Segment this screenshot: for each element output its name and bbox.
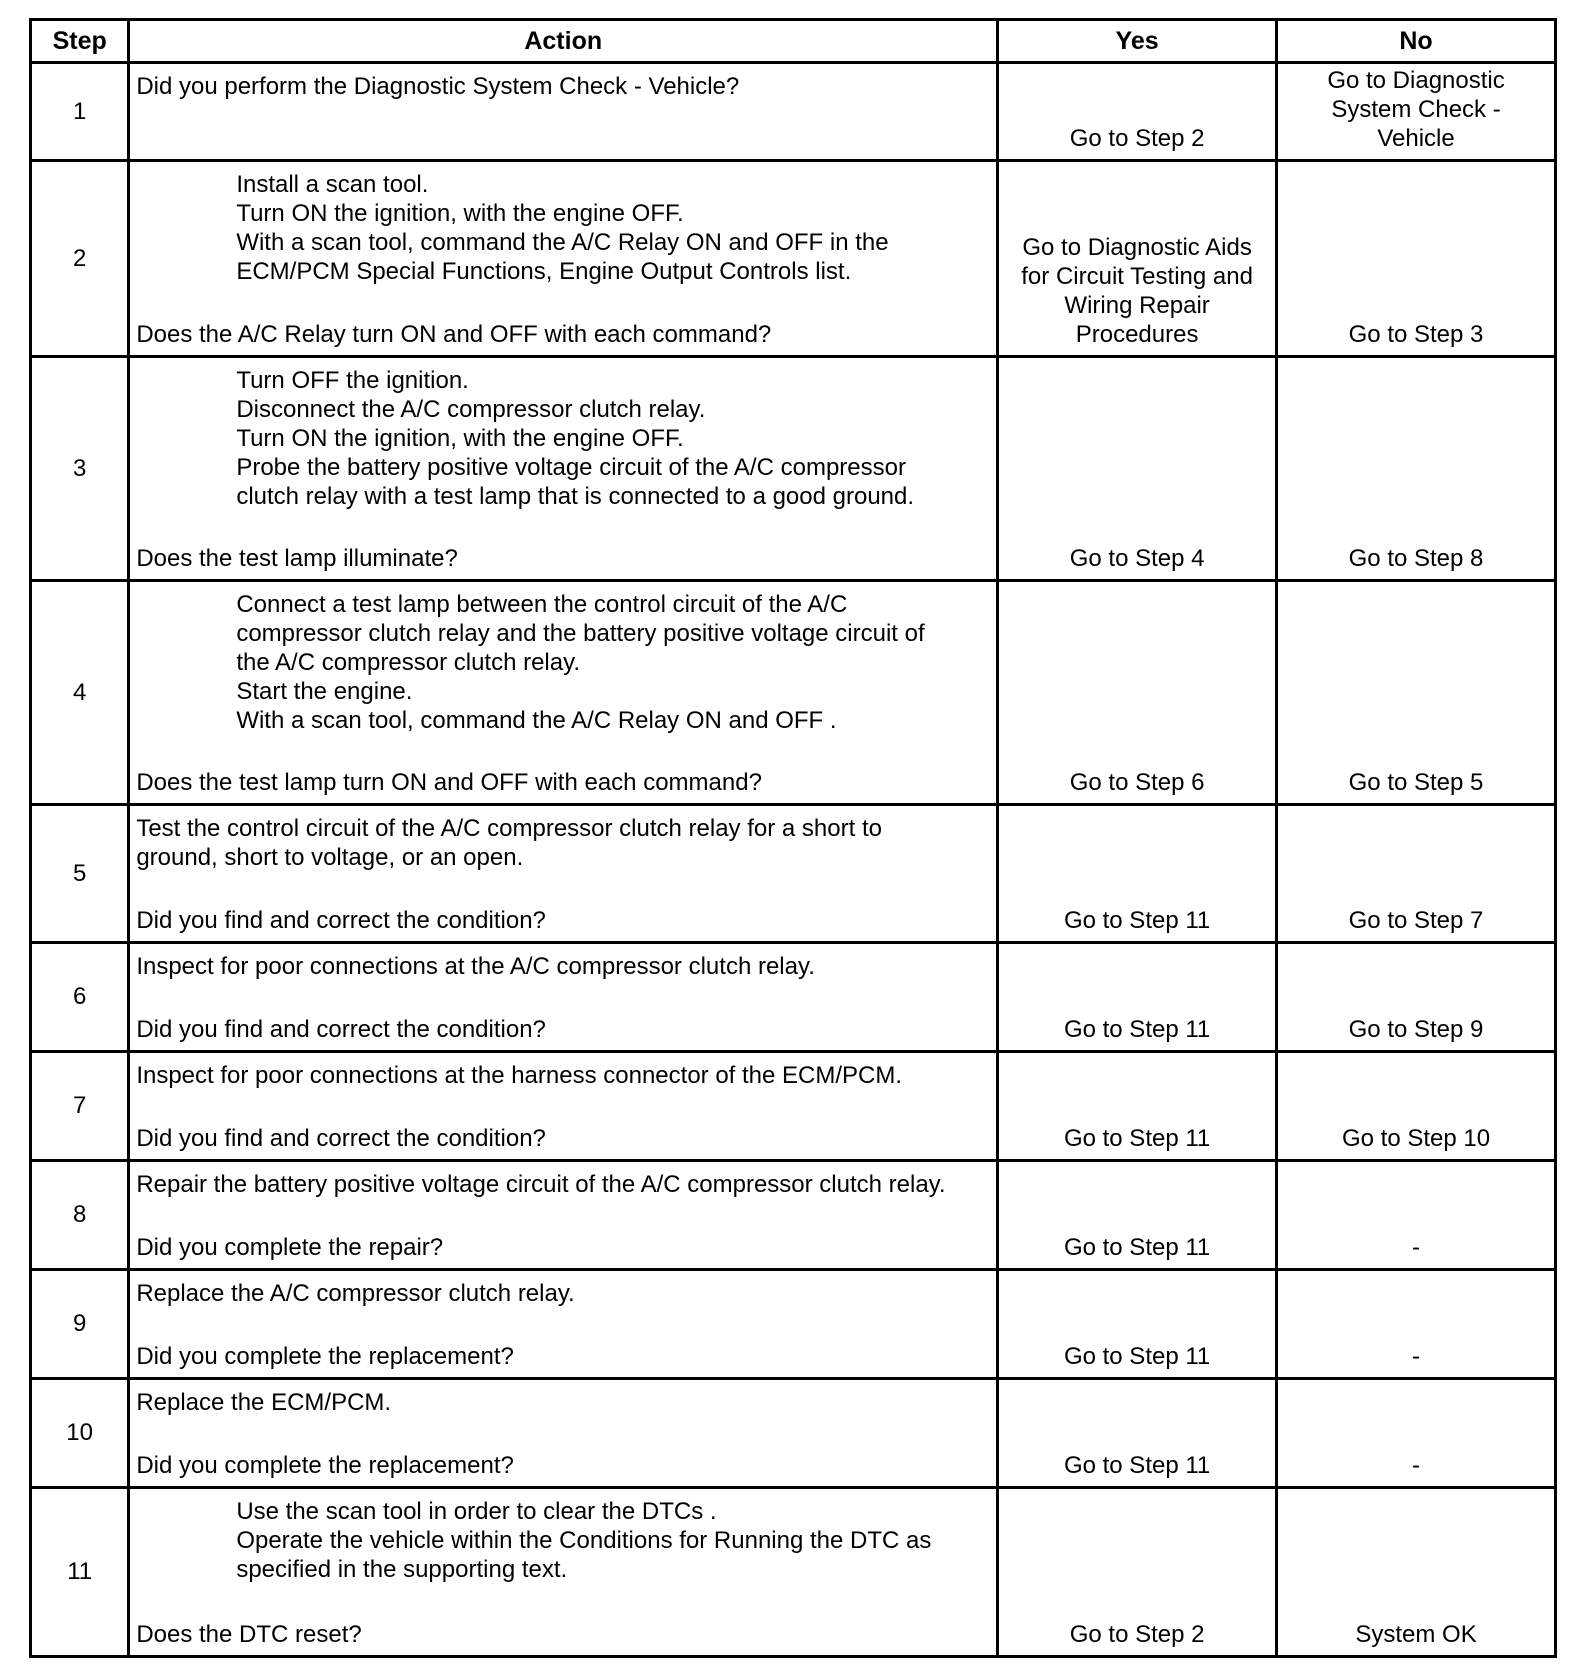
no-cell — [1277, 581, 1556, 805]
table-body — [31, 63, 1556, 1657]
yes-result: Go to Step 4 — [1069, 545, 1205, 572]
action-question: Did you complete the replacement? — [136, 1343, 514, 1370]
yes-cell — [998, 63, 1277, 161]
action-instructions — [130, 64, 996, 101]
action-line: With a scan tool, command the A/C Relay ON and OFF . — [236, 707, 837, 734]
action-line: specified in the supporting text. — [236, 1556, 568, 1583]
yes-result: Go to Step 11 — [1063, 1343, 1211, 1370]
step-number: 10 — [66, 1419, 93, 1446]
action-cell — [129, 1052, 998, 1161]
no-result: Go to Step 3 — [1348, 321, 1484, 348]
yes-cell — [998, 581, 1277, 805]
yes-result: Go to Step 2 — [1069, 125, 1205, 152]
yes-cell — [998, 1488, 1277, 1657]
action-line: Replace the ECM/PCM. — [136, 1389, 392, 1416]
action-line: Start the engine. — [236, 678, 413, 705]
step-number: 11 — [67, 1558, 93, 1585]
yes-result: Go to Step 6 — [1069, 769, 1205, 796]
action-instructions — [130, 1489, 996, 1584]
table-row — [31, 1379, 1556, 1488]
diagnostic-table — [29, 18, 1557, 1658]
action-line: Turn ON the ignition, with the engine OFF. — [236, 425, 684, 452]
yes-result: Go to Diagnostic Aids — [1022, 234, 1252, 261]
header-yes: Yes — [998, 20, 1277, 63]
step-number: 3 — [72, 454, 87, 482]
step-number: 5 — [72, 859, 87, 887]
step-cell — [31, 1379, 129, 1488]
step-number: 1 — [72, 97, 87, 125]
no-result: Go to Step 9 — [1348, 1016, 1484, 1043]
no-result: - — [1412, 1343, 1421, 1370]
action-question: Does the DTC reset? — [136, 1621, 362, 1648]
yes-cell — [998, 943, 1277, 1052]
step-cell — [31, 1052, 129, 1161]
table-row — [31, 63, 1556, 161]
step-cell — [31, 943, 129, 1052]
header-row — [31, 20, 1556, 63]
step-number: 8 — [72, 1201, 87, 1228]
action-question: Did you complete the replacement? — [136, 1452, 514, 1479]
no-result: Vehicle — [1377, 125, 1455, 152]
step-cell — [31, 805, 129, 943]
action-question: Does the A/C Relay turn ON and OFF with each command? — [136, 321, 772, 348]
table-row — [31, 943, 1556, 1052]
table-row — [31, 1488, 1556, 1657]
action-line: Install a scan tool. — [236, 171, 429, 198]
action-cell — [129, 63, 998, 161]
action-line: Replace the A/C compressor clutch relay. — [136, 1280, 575, 1307]
action-line: ground, short to voltage, or an open. — [136, 844, 524, 871]
action-cell — [129, 943, 998, 1052]
action-line: Use the scan tool in order to clear the DTCs . — [236, 1498, 717, 1525]
step-number: 6 — [72, 983, 87, 1010]
step-number: 2 — [72, 244, 87, 272]
step-cell — [31, 1488, 129, 1657]
yes-result: Go to Step 11 — [1063, 1452, 1211, 1479]
action-cell — [129, 1488, 998, 1657]
action-line: Operate the vehicle within the Conditions for Running the DTC as — [236, 1527, 932, 1554]
action-line: Turn OFF the ignition. — [236, 367, 469, 394]
action-cell — [129, 161, 998, 357]
no-cell — [1277, 161, 1556, 357]
step-cell — [31, 581, 129, 805]
action-line: Did you perform the Diagnostic System Check - Vehicle? — [136, 73, 740, 100]
action-line: clutch relay with a test lamp that is connected to a good ground. — [236, 483, 915, 510]
yes-result: Procedures — [1075, 321, 1199, 348]
no-cell — [1277, 63, 1556, 161]
action-line: Connect a test lamp between the control circuit of the A/C — [236, 591, 848, 618]
no-cell — [1277, 805, 1556, 943]
table-row — [31, 1052, 1556, 1161]
step-number: 9 — [72, 1310, 87, 1337]
yes-result: Go to Step 11 — [1063, 907, 1211, 934]
no-result: Go to Step 7 — [1348, 907, 1484, 934]
action-line: the A/C compressor clutch relay. — [236, 649, 580, 676]
no-cell — [1277, 1379, 1556, 1488]
action-line: Inspect for poor connections at the harness connector of the ECM/PCM. — [136, 1062, 903, 1089]
step-cell — [31, 63, 129, 161]
no-cell — [1277, 943, 1556, 1052]
step-cell — [31, 357, 129, 581]
header-step: Step — [31, 20, 129, 63]
action-question — [130, 153, 996, 159]
action-cell — [129, 1379, 998, 1488]
table-row — [31, 357, 1556, 581]
no-result: - — [1412, 1234, 1421, 1261]
step-number: 4 — [72, 678, 87, 706]
yes-result: for Circuit Testing and — [1021, 263, 1253, 290]
yes-cell — [998, 1161, 1277, 1270]
action-line: Probe the battery positive voltage circuit of the A/C compressor — [236, 454, 906, 481]
action-line: Test the control circuit of the A/C compressor clutch relay for a short to — [136, 815, 882, 842]
table-row — [31, 161, 1556, 357]
action-line: ECM/PCM Special Functions, Engine Output Controls list. — [236, 258, 852, 285]
no-result: Go to Step 8 — [1348, 545, 1484, 572]
action-question: Did you find and correct the condition? — [136, 1016, 546, 1043]
no-result: Go to Step 10 — [1341, 1125, 1491, 1152]
action-question: Did you find and correct the condition? — [136, 1125, 546, 1152]
no-result: System Check - — [1331, 96, 1501, 123]
yes-result: Wiring Repair — [1064, 292, 1210, 319]
action-cell — [129, 805, 998, 943]
action-instructions — [130, 162, 996, 286]
action-cell — [129, 1270, 998, 1379]
yes-result: Go to Step 11 — [1063, 1016, 1211, 1043]
yes-cell — [998, 805, 1277, 943]
no-result: Go to Step 5 — [1348, 769, 1484, 796]
step-cell — [31, 1161, 129, 1270]
action-instructions — [130, 806, 996, 872]
action-line: Repair the battery positive voltage circuit of the A/C compressor clutch relay. — [136, 1171, 946, 1198]
action-line: With a scan tool, command the A/C Relay ON and OFF in the — [236, 229, 889, 256]
action-question: Does the test lamp illuminate? — [136, 545, 458, 572]
action-instructions — [130, 582, 996, 735]
table-row — [31, 1161, 1556, 1270]
step-cell — [31, 1270, 129, 1379]
no-result: - — [1412, 1452, 1421, 1479]
step-cell — [31, 161, 129, 357]
action-line: compressor clutch relay and the battery positive voltage circuit of — [236, 620, 925, 647]
action-instructions — [130, 358, 996, 511]
no-cell — [1277, 1161, 1556, 1270]
yes-result: Go to Step 2 — [1069, 1621, 1205, 1648]
table-row — [31, 1270, 1556, 1379]
table-row — [31, 581, 1556, 805]
no-result: System OK — [1355, 1621, 1477, 1648]
no-cell — [1277, 1488, 1556, 1657]
table-row — [31, 805, 1556, 943]
yes-result: Go to Step 11 — [1063, 1234, 1211, 1261]
step-number: 7 — [72, 1092, 87, 1119]
yes-cell — [998, 357, 1277, 581]
yes-cell — [998, 1270, 1277, 1379]
no-cell — [1277, 1052, 1556, 1161]
action-instructions — [130, 1271, 996, 1308]
no-result: Go to Diagnostic — [1327, 67, 1505, 94]
action-line: Turn ON the ignition, with the engine OFF. — [236, 200, 684, 227]
yes-result: Go to Step 11 — [1063, 1125, 1211, 1152]
no-cell — [1277, 357, 1556, 581]
action-line: Inspect for poor connections at the A/C compressor clutch relay. — [136, 953, 815, 980]
action-instructions — [130, 1162, 996, 1199]
action-cell — [129, 581, 998, 805]
action-cell — [129, 1161, 998, 1270]
action-question: Did you complete the repair? — [136, 1234, 444, 1261]
yes-cell — [998, 161, 1277, 357]
header-action: Action — [129, 20, 998, 63]
action-cell — [129, 357, 998, 581]
action-question: Did you find and correct the condition? — [136, 907, 546, 934]
action-instructions — [130, 1053, 996, 1090]
action-question: Does the test lamp turn ON and OFF with each command? — [136, 769, 762, 796]
action-line: Disconnect the A/C compressor clutch relay. — [236, 396, 706, 423]
action-instructions — [130, 944, 996, 981]
header-no: No — [1277, 20, 1556, 63]
no-cell — [1277, 1270, 1556, 1379]
yes-cell — [998, 1052, 1277, 1161]
action-instructions — [130, 1380, 996, 1417]
yes-cell — [998, 1379, 1277, 1488]
